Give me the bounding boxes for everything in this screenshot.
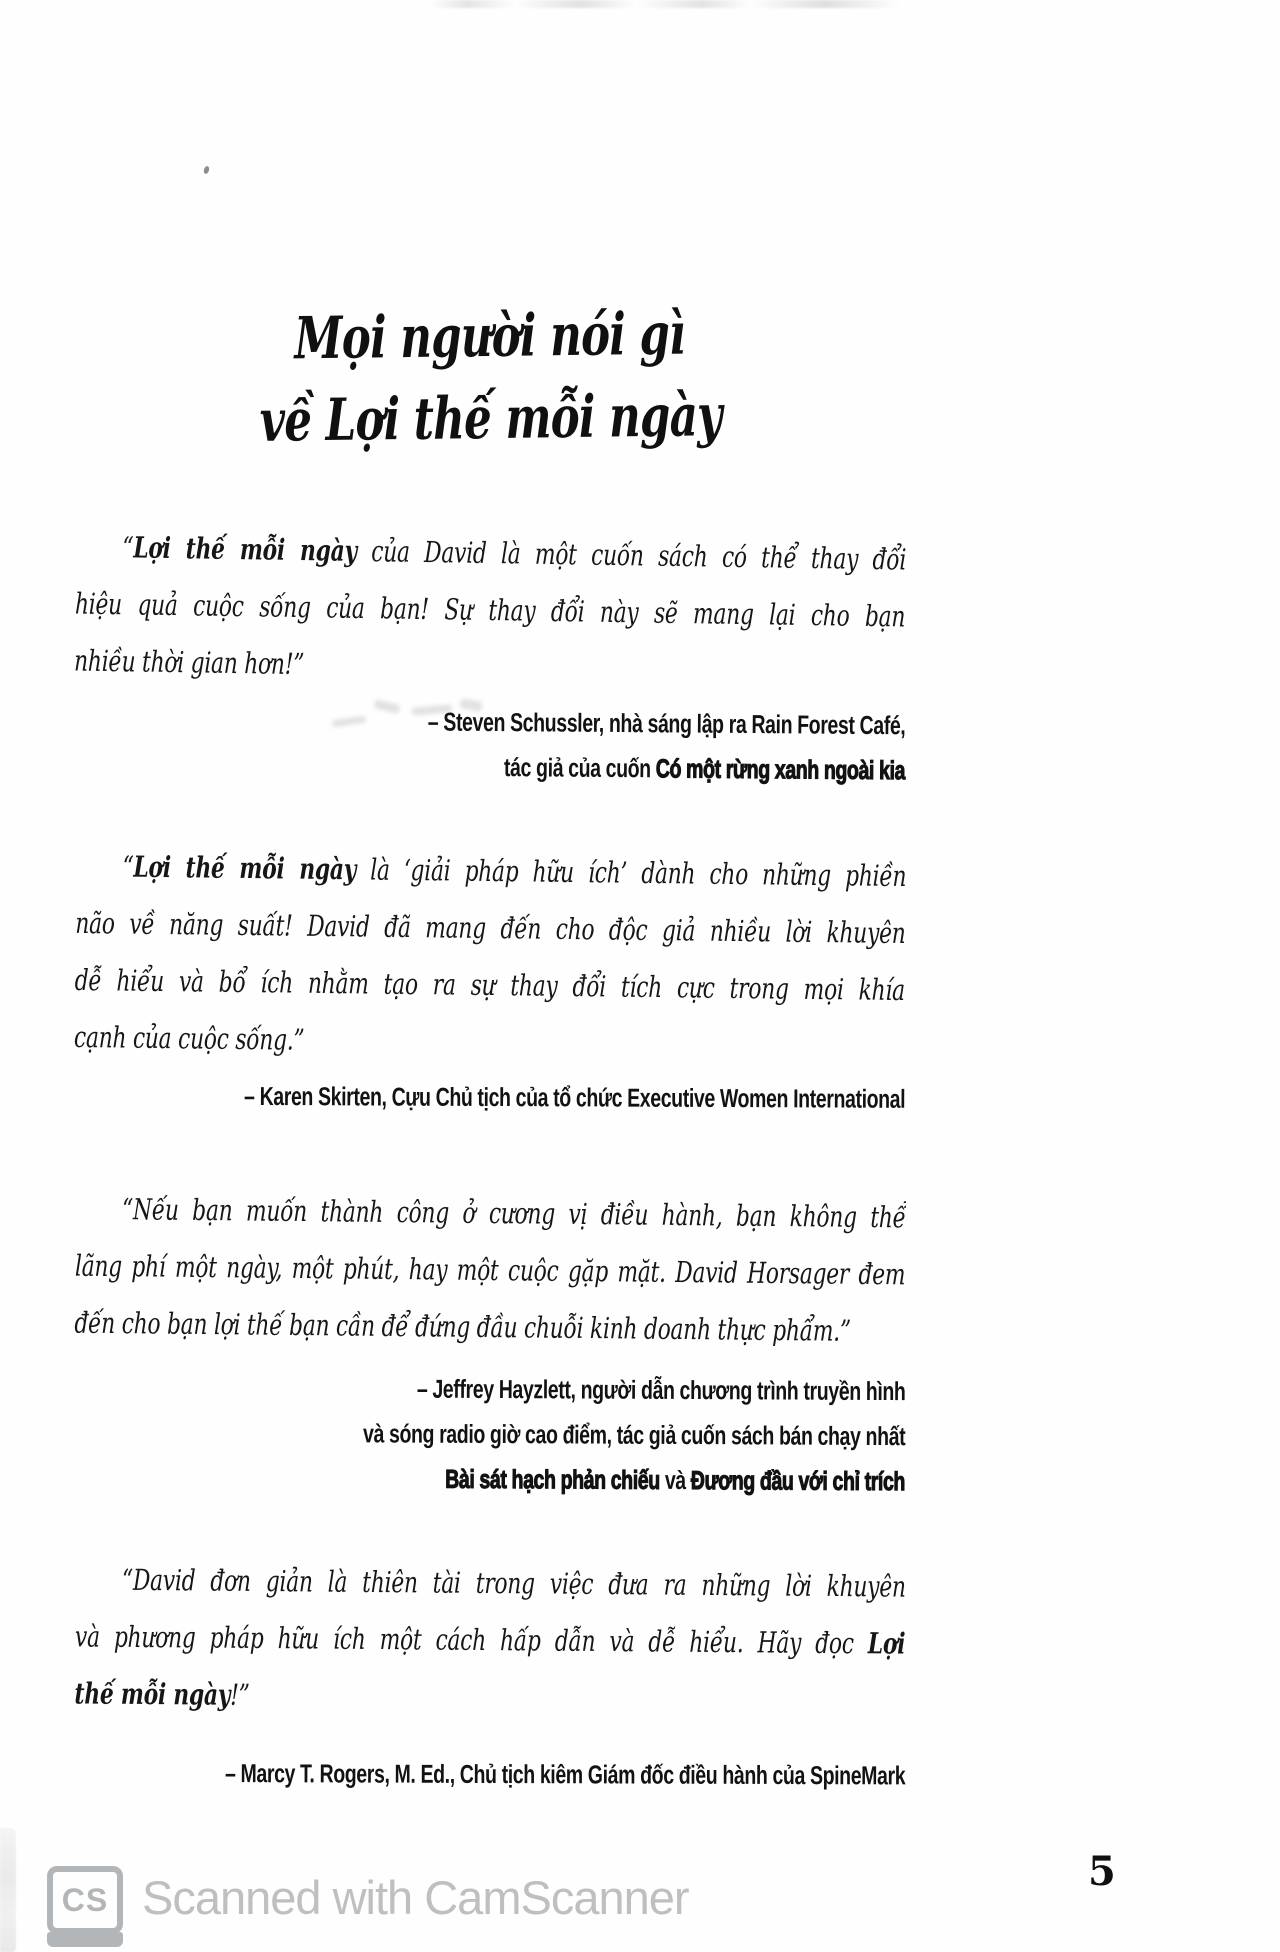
quote-attribution-4-text <box>75 1751 905 1799</box>
camscanner-logo-text: CS <box>61 1881 109 1918</box>
ink-dot-artifact <box>203 165 210 174</box>
page-number: 5 <box>1088 1848 1116 1895</box>
book-title-emphasis: Đương đầu với chỉ trích <box>690 1465 906 1497</box>
quote-line <box>76 838 907 905</box>
torn-page-edge-artifact <box>0 1828 16 1952</box>
quote-attribution-2-text <box>75 1073 905 1122</box>
quote-attribution-2 <box>75 1073 905 1122</box>
title-line-2: về Lợi thế mỗi ngày <box>259 381 722 455</box>
book-title-emphasis: Có một rừng xanh ngoài kia <box>655 753 906 786</box>
text-segment: và sóng radio giờ cao điểm, tác giả cuốn sách bán chạy nhất <box>362 1418 906 1452</box>
quote-line <box>74 1009 905 1076</box>
testimonial-quote-4 <box>74 1551 905 1729</box>
quote-line <box>75 1181 906 1247</box>
page-title <box>74 290 906 464</box>
camscanner-logo-tab <box>47 1932 123 1947</box>
attribution-line <box>75 1455 905 1504</box>
quote-line <box>74 1295 905 1361</box>
text-segment: – Jeffrey Hayzlett, người dẫn chương trình truyền hình <box>416 1373 906 1407</box>
testimonial-quote-4-text <box>74 1551 906 1729</box>
text-segment: “ <box>122 530 134 565</box>
scan-edge-artifact <box>430 0 900 8</box>
text-segment: và <box>659 1464 691 1496</box>
book-title-emphasis: thế mỗi ngày <box>74 1676 231 1712</box>
quote-line <box>75 1551 906 1615</box>
attribution-line <box>75 1751 905 1799</box>
text-segment: “ <box>122 849 134 884</box>
testimonial-quote-3-text <box>74 1181 906 1361</box>
text-segment: và phương pháp hữu ích một cách hấp dẫn và dễ hiểu. Hãy đọc <box>74 1619 868 1661</box>
quote-attribution-1-text <box>75 697 906 794</box>
attribution-line <box>75 1410 905 1459</box>
quote-attribution-3 <box>75 1365 906 1504</box>
book-title-emphasis: Bài sát hạch phản chiếu <box>445 1463 660 1495</box>
quote-attribution-1 <box>75 697 906 794</box>
text-segment: – Steven Schussler, nhà sáng lập ra Rain Forest Café, <box>427 706 906 741</box>
text-segment: cạnh của cuộc sống.” <box>73 1019 305 1057</box>
text-segment: – Karen Skirten, Cựu Chủ tịch của tổ chức Executive Women International <box>244 1080 906 1114</box>
attribution-line <box>75 1073 905 1122</box>
quote-line <box>74 952 905 1019</box>
text-segment: của David là một cuốn sách có thể thay đổi <box>356 533 907 577</box>
book-title-emphasis: Lợi thế mỗi ngày <box>133 530 358 568</box>
attribution-line <box>75 742 906 794</box>
testimonial-quote-1 <box>74 518 907 702</box>
quote-attribution-4 <box>75 1751 905 1799</box>
book-title-emphasis: Lợi thế mỗi ngày <box>133 849 357 887</box>
text-segment: não về năng suất! David đã mang đến cho độc giả nhiều lời khuyên <box>75 905 906 951</box>
quote-line <box>75 1608 906 1672</box>
testimonial-quote-2-text <box>74 838 907 1076</box>
text-segment: lãng phí một ngày, một phút, hay một cuộc gặp mặt. David Horsager đem <box>74 1248 906 1292</box>
camscanner-logo-icon <box>47 1866 123 1934</box>
text-segment: – Marcy T. Rogers, M. Ed., Chủ tịch kiêm Giám đốc điều hành của SpineMark <box>224 1758 906 1791</box>
testimonial-quote-3 <box>74 1181 906 1361</box>
text-segment: hiệu quả cuộc sống của bạn! Sự thay đổi này sẽ mang lại cho bạn <box>74 586 906 634</box>
text-segment: dễ hiểu và bổ ích nhằm tạo ra sự thay đổi tích cực trong mọi khía <box>74 962 906 1008</box>
testimonial-quote-2 <box>74 838 907 1076</box>
book-title-emphasis: Lợi <box>867 1626 906 1661</box>
quote-line <box>74 1665 905 1729</box>
text-segment: !” <box>230 1677 250 1712</box>
attribution-line <box>75 1365 905 1414</box>
quote-line <box>75 1238 906 1304</box>
text-segment: đến cho bạn lợi thế bạn cần để đứng đầu chuỗi kinh doanh thực phẩm.” <box>74 1305 852 1348</box>
title-line-1: Mọi người nói gì <box>294 299 686 373</box>
camscanner-watermark: Scanned with CamScanner <box>142 1871 689 1924</box>
text-segment: là ‘giải pháp hữu ích’ dành cho những phiền <box>355 852 907 894</box>
page-title-text <box>74 290 906 464</box>
text-segment: “Nếu bạn muốn thành công ở cương vị điều hành, bạn không thể <box>121 1192 907 1235</box>
text-segment: “David đơn giản là thiên tài trong việc đưa ra những lời khuyên <box>121 1562 906 1604</box>
attribution-line <box>75 697 906 749</box>
testimonial-quote-1-text <box>74 518 907 702</box>
text-segment: tác giả của cuốn <box>503 752 656 784</box>
text-segment: nhiều thời gian hơn!” <box>73 643 305 682</box>
quote-line <box>75 895 906 962</box>
quote-attribution-3-text <box>75 1365 906 1504</box>
